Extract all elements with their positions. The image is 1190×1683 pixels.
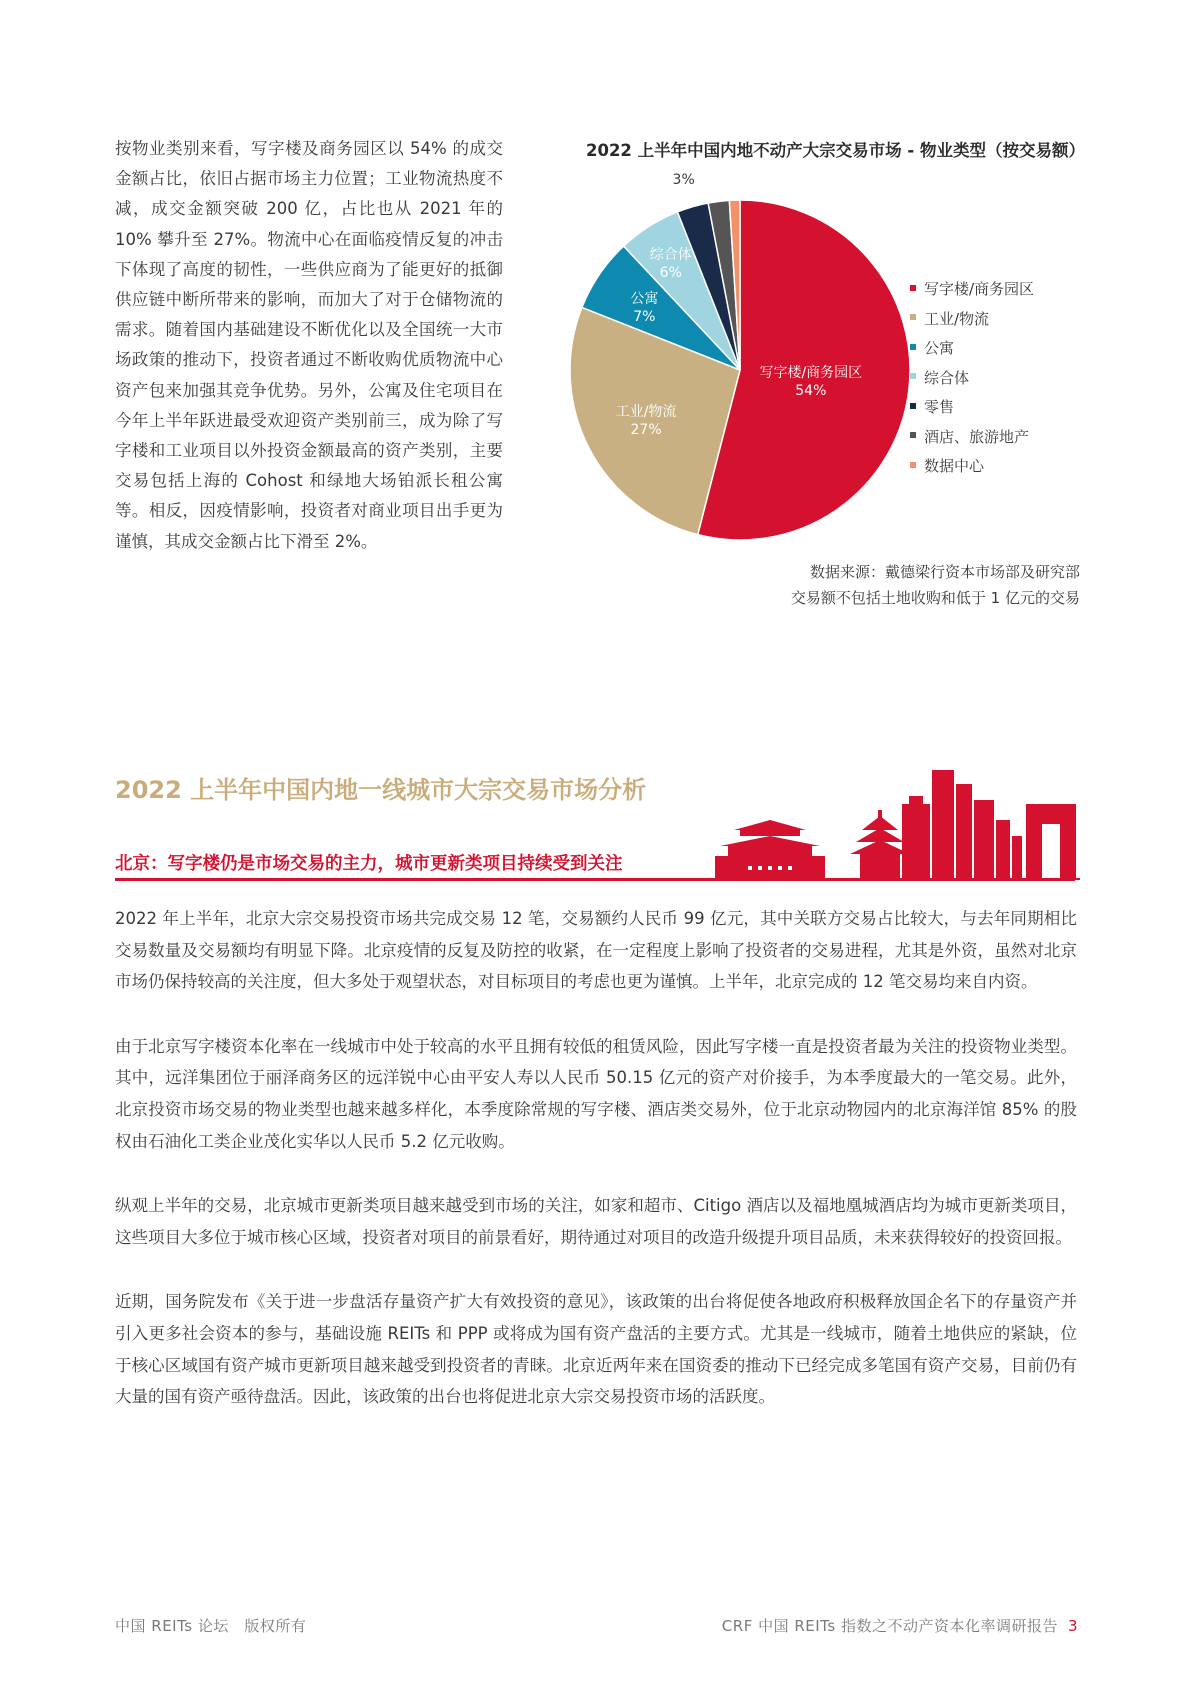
slice-label-percent: 27% <box>630 421 662 438</box>
slice-label-percent: 3% <box>672 172 695 189</box>
intro-paragraph: 按物业类别来看，写字楼及商务园区以 54% 的成交金额占比，依旧占据市场主力位置；工业物流热度不减，成交金额突破 200 亿，占比也从 2021 年的 10% 攀升至 27%。物流中心在面临疫情反复的冲击下体现了高度的韧性，一些供应商为了能更好的抵御供应链中断所带来的影响，而加大了对于仓储物流的需求。随着国内基础建设不断优化以及全国统一大市场政策的推动下，投资者通过不断收购优质物流中心资产包来加强其竞争优势。另外，公寓及住宅项目在今年上半年跃进最受欢迎资产类别前三，成为除了写字楼和工业项目以外投资金额最高的资产类别，主要交易包括上海的 Cohost 和绿地大场铂派长租公寓等。相反，因疫情影响，投资者对商业项目出手更为谨慎，其成交金额占比下滑至 2%。 <box>115 139 503 551</box>
city-subheading: 北京：写字楼仍是市场交易的主力，城市更新类项目持续受到关注 <box>115 854 623 874</box>
slice-label-name: 写字楼/商务园区 <box>759 364 863 381</box>
legend-label: 酒店、旅游地产 <box>924 427 1030 446</box>
legend-label: 综合体 <box>924 368 970 387</box>
legend-label: 写字楼/商务园区 <box>924 280 1035 298</box>
legend-item <box>910 426 1034 456</box>
footer-report-title <box>722 1615 1078 1636</box>
legend-swatch <box>910 314 916 320</box>
paragraph: 纵观上半年的交易，北京城市更新类项目越来越受到市场的关注，如家和超市、Citigo 酒店以及福地凰城酒店均为城市更新类项目，这些项目大多位于城市核心区域，投资者对项目的前景看好，期待通过对项目的改造升级提升项目品质，未来获得较好的投资回报。 <box>115 1196 1077 1247</box>
slice-label-name: 公寓 <box>630 291 659 308</box>
slice-label-percent: 7% <box>633 309 656 326</box>
pie-chart <box>540 170 940 570</box>
legend-label: 零售 <box>924 398 955 416</box>
slice-label-name: 工业/物流 <box>615 403 677 420</box>
legend-item <box>910 308 1034 338</box>
legend-label: 工业/物流 <box>924 309 990 328</box>
legend-swatch <box>910 432 916 438</box>
legend-swatch <box>910 462 916 468</box>
red-divider <box>115 878 1075 881</box>
chart-source-note <box>700 559 1080 611</box>
chart-title: 2022 上半年中国内地不动产大宗交易市场 - 物业类型（按交易额） <box>585 141 1085 160</box>
chart-legend <box>910 278 1034 485</box>
slice-label-name: 综合体 <box>649 246 692 263</box>
paragraph: 2022 年上半年，北京大宗交易投资市场共完成交易 12 笔，交易额约人民币 99 亿元，其中关联方交易占比较大，与去年同期相比交易数量及交易额均有明显下降。北京疫情的反复及防控的收紧，在一定程度上影响了投资者的交易进程，尤其是外资，虽然对北京市场仍保持较高的关注度，但大多处于观望状态，对目标项目的考虑也更为谨慎。上半年，北京完成的 12 笔交易均来自内资。 <box>115 909 1077 992</box>
beijing-skyline-illustration <box>710 770 1080 880</box>
footer-copyright: 中国 REITs 论坛 版权所有 <box>115 1617 307 1635</box>
paragraph: 近期，国务院发布《关于进一步盘活存量资产扩大有效投资的意见》，该政策的出台将促使各地政府积极释放国企名下的存量资产并引入更多社会资本的参与，基础设施 REITs 和 PPP 或将成为国有资产盘活的主要方式。尤其是一线城市，随着土地供应的紧缺，位于核心区域国有资产城市更新项目越来越受到投资者的青睐。北京近两年来在国资委的推动下已经完成多笔国有资产交易，目前仍有大量的国有资产亟待盘活。因此，该政策的出台也将促进北京大宗交易投资市场的活跃度。 <box>115 1292 1077 1407</box>
legend-swatch <box>910 344 916 350</box>
legend-item <box>910 367 1034 397</box>
page-number: 3 <box>1067 1617 1078 1635</box>
legend-swatch <box>910 403 916 409</box>
source-line: 数据来源：戴德梁行资本市场部及研究部 <box>809 563 1080 581</box>
slice-label-percent: 6% <box>659 264 682 281</box>
exclusion-note: 交易额不包括土地收购和低于 1 亿元的交易 <box>790 589 1080 607</box>
legend-item <box>910 278 1034 308</box>
footer-report-name: CRF 中国 REITs 指数之不动产资本化率调研报告 <box>721 1617 1058 1635</box>
legend-item <box>910 396 1034 426</box>
legend-swatch <box>910 373 916 379</box>
legend-item <box>910 455 1034 485</box>
section-heading: 2022 上半年中国内地一线城市大宗交易市场分析 <box>115 776 647 804</box>
legend-label: 公寓 <box>924 339 955 357</box>
slice-label-percent: 54% <box>795 382 827 399</box>
legend-label: 数据中心 <box>924 457 985 475</box>
legend-item <box>910 337 1034 367</box>
legend-swatch <box>910 285 916 291</box>
article-body <box>115 903 1077 1446</box>
paragraph: 由于北京写字楼资本化率在一线城市中处于较高的水平且拥有较低的租赁风险，因此写字楼一直是投资者最为关注的投资物业类型。其中，远洋集团位于丽泽商务区的远洋锐中心由平安人寿以人民币 50.15 亿元的资产对价接手，为本季度最大的一笔交易。此外，北京投资市场交易的物业类型也越来越多样化，本季度除常规的写字楼、酒店类交易外，位于北京动物园内的北京海洋馆 85% 的股权由石油化工类企业茂化实华以人民币 5.2 亿元收购。 <box>115 1036 1077 1151</box>
